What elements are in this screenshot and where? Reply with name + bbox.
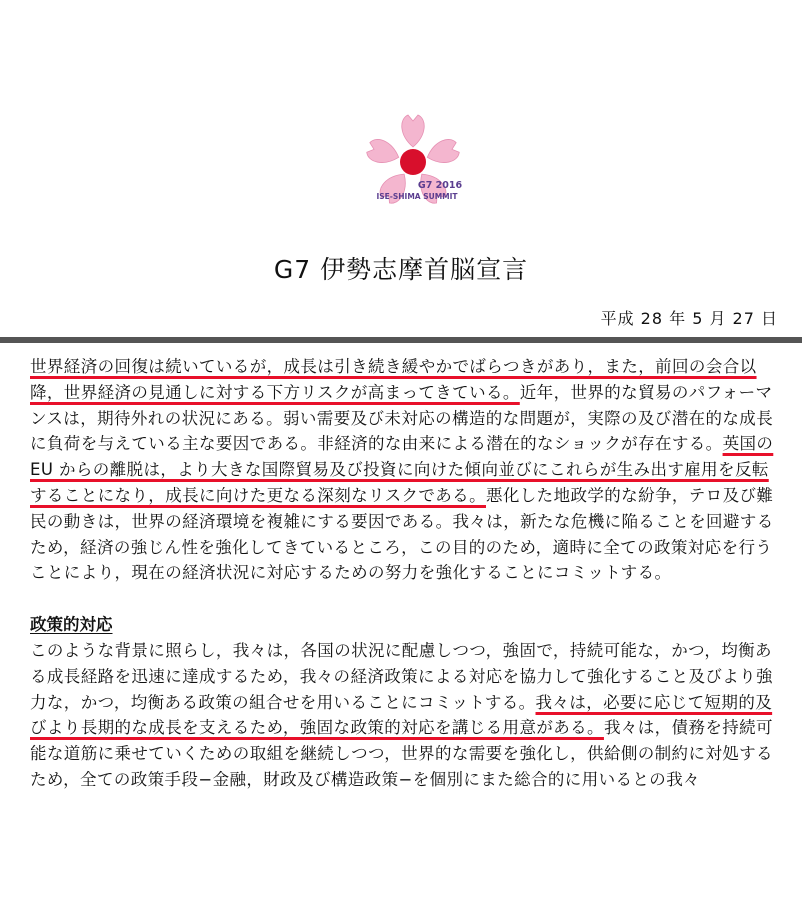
- cherry-petal: [365, 137, 402, 168]
- logo-summit-text: ISE-SHIMA SUMMIT: [376, 192, 458, 201]
- document-title: G7 伊勢志摩首脳宣言: [273, 255, 529, 284]
- cherry-blossom-emblem: [355, 102, 475, 214]
- sentence: 我々は，債務を持続可能な道筋に乗せていくための取組を継続しつつ，世界的な需要を強化し，供給側の制約に対処するため，全ての政策手段−金融，財政及び構造政策−を個別にまた総合的に用いるとの我々: [30, 718, 773, 789]
- rising-sun-circle: [400, 149, 426, 175]
- highlighted-sentence: 世界経済の回復は続いているが，成長は引き続き緩やかでばらつきがあり，また，前回の会合以降，世界経済の見通しに対する下方リスクが高まってきている。: [30, 357, 757, 402]
- declaration-body: [30, 354, 780, 793]
- document-date: 平成 28 年 5 月 27 日: [600, 309, 778, 328]
- cherry-petal: [424, 137, 461, 168]
- highlighted-sentence: 英国の EU からの離脱は，より大きな国際貿易及び投資に向けた傾向並びにこれらが生み出す雇用を反転することになり，成長に向けた更なる深刻なリスクである。: [30, 434, 774, 505]
- sentence: 近年，世界的な貿易のパフォーマンスは，期待外れの状況にある。弱い需要及び未対応の構造的な問題が，実際の及び潜在的な成長に負荷を与えている主な要因である。非経済的な由来による潜在的なショックが存在する。: [30, 382, 774, 454]
- sentence: 悪化した地政学的な紛争，テロ及び難民の動きは，世界の経済環境を複雑にする要因である。我々は，新たな危機に陥ることを回避するため，経済の強じん性を強化してきているところ，この目的のため，適時に全ての政策対応を行うことにより，現在の経済状況に対応するための努力を強化することにコミットする。: [30, 485, 774, 583]
- logo-year-text: G7 2016: [417, 180, 463, 191]
- sentence: このような背景に照らし，我々は，各国の状況に配慮しつつ，強固で，持続可能な，かつ，均衡ある成長経路を迅速に達成するため，我々の経済政策による対応を協力して強化すること及びより強力な，かつ，均衡ある政策の組合せを用いることにコミットする。: [30, 640, 773, 712]
- header-divider: [0, 337, 802, 343]
- economy-paragraph: [30, 354, 780, 586]
- policy-response-paragraph: [30, 638, 780, 793]
- section-heading: 政策的対応: [30, 615, 113, 635]
- g7-summit-logo: [355, 102, 475, 214]
- cherry-petal: [402, 115, 424, 147]
- highlighted-sentence: 我々は，必要に応じて短期的及びより長期的な成長を支えるため，強固な政策的対応を講じる用意がある。: [30, 692, 773, 738]
